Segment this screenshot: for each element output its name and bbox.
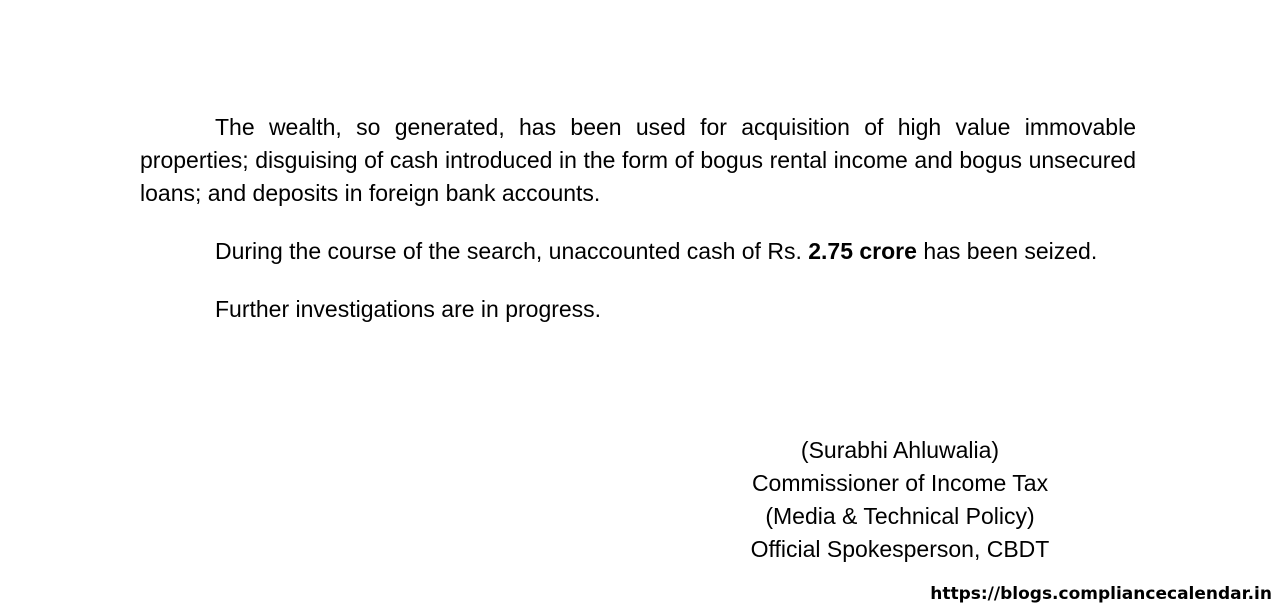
signatory-name: (Surabhi Ahluwalia) [800,437,1000,463]
cash-seized-text-before: During the course of the search, unaccounted cash of Rs. [215,238,809,264]
seized-amount: 2.75 crore [808,238,917,264]
signatory-designation: Commissioner of Income Tax [751,470,1049,496]
watermark-url: https://blogs.compliancecalendar.in [930,584,1272,604]
signatory-department: (Media & Technical Policy) [765,503,1035,529]
signatory-role: Official Spokesperson, CBDT [750,536,1050,562]
paragraph-further-investigations: Further investigations are in progress. [215,296,602,322]
signature-block [720,434,1080,566]
paragraph-wealth-usage: The wealth, so generated, has been used for acquisition of high value immovable properties; disguising of cash introduced in the form of bogus rental income and bogus unsecured loans; and deposits in foreign bank accounts. [140,114,1136,206]
paragraph-cash-seized [140,235,1136,268]
document-body [140,111,1136,326]
cash-seized-text-after: has been seized. [916,238,1098,264]
